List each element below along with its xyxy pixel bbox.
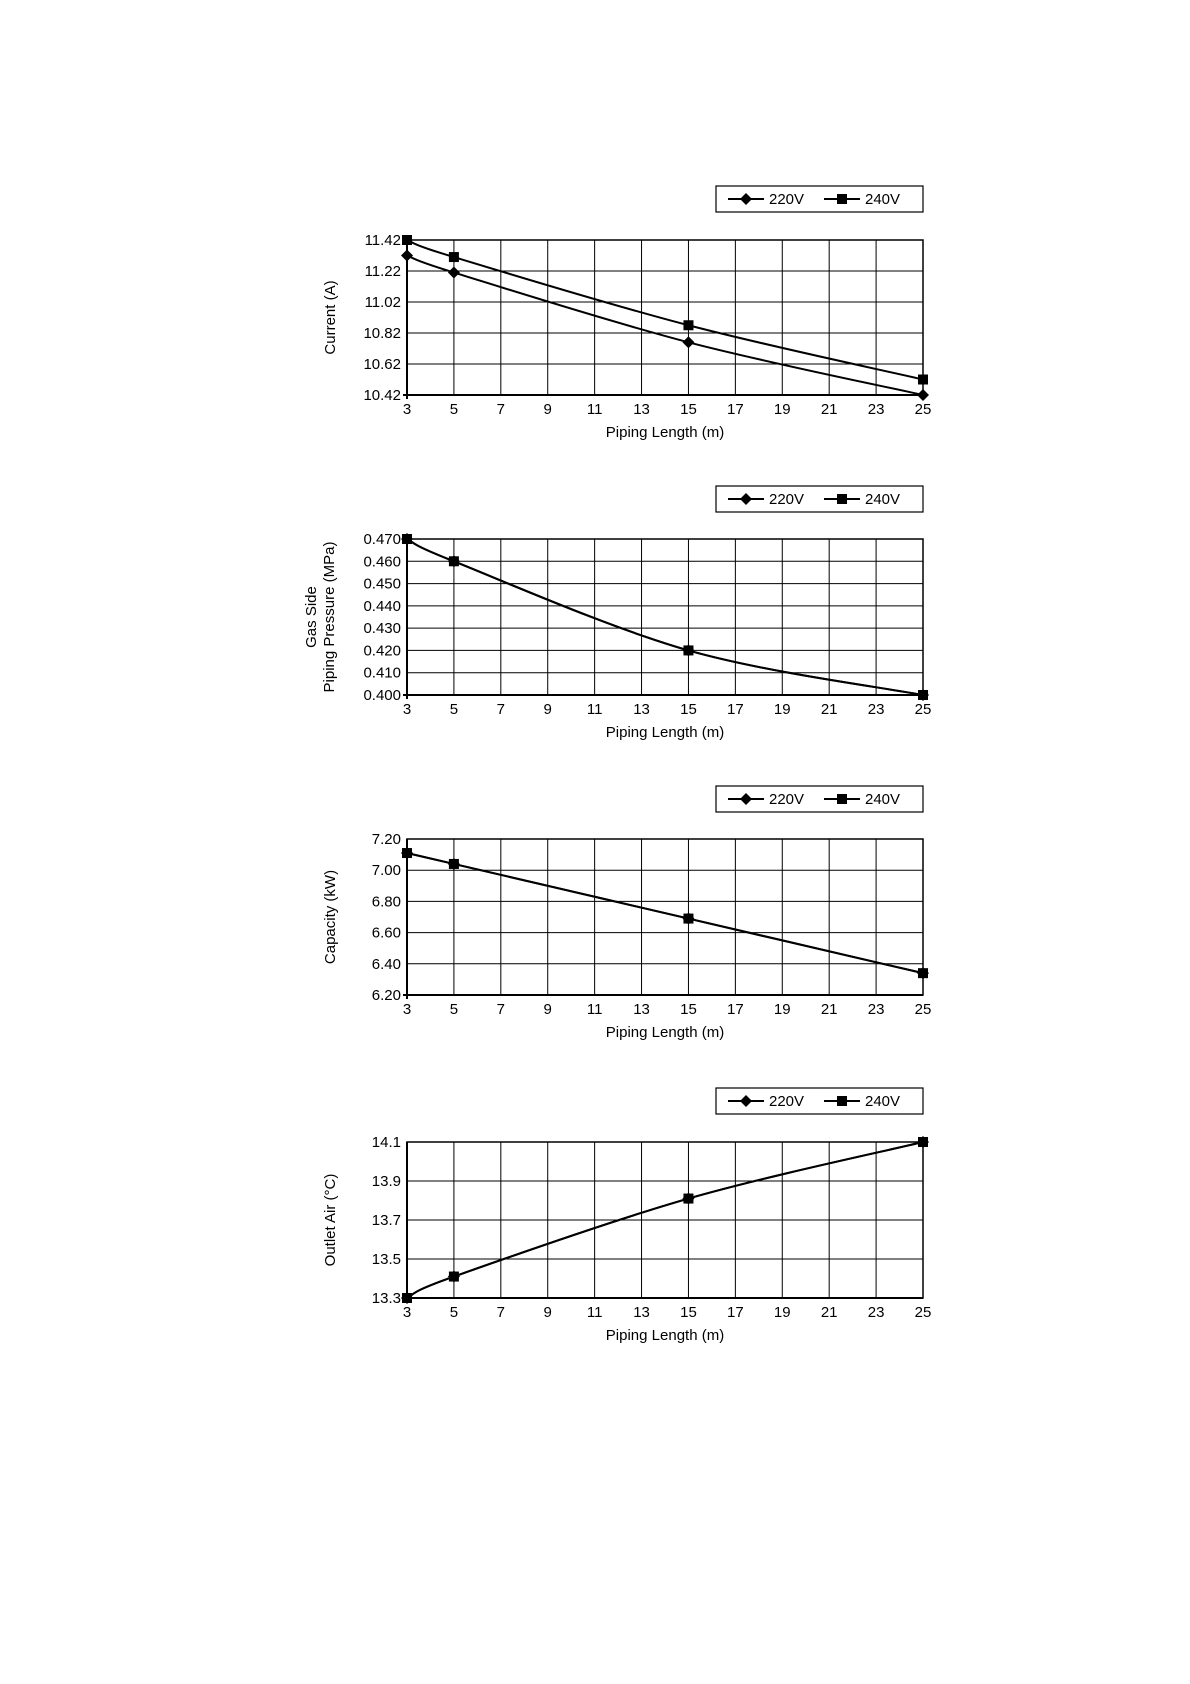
legend [716, 1088, 923, 1114]
marker-240v-c3-s1-p0 [402, 1293, 412, 1303]
y-tick-label: 14.1 [371, 1134, 401, 1151]
x-tick-label: 3 [402, 401, 412, 418]
marker-240v-c3-s1-p3 [918, 1137, 928, 1147]
x-tick-label: 3 [402, 701, 412, 718]
marker-240v-c3 [837, 1096, 847, 1106]
x-tick-label: 25 [914, 1001, 932, 1018]
x-tick-label: 19 [773, 701, 791, 718]
x-axis-label: Piping Length (m) [605, 724, 725, 741]
marker-240v-c0-s1-p2 [683, 320, 693, 330]
legend-label: 220V [769, 1093, 805, 1110]
y-tick-label: 7.00 [371, 862, 401, 880]
chart-3 [0, 770, 1190, 1055]
x-tick-label: 9 [543, 1304, 552, 1321]
y-tick-label: 0.470 [363, 531, 401, 548]
legend-label: 240V [865, 191, 901, 208]
x-tick-label: 25 [914, 1304, 932, 1321]
chart-1 [0, 170, 1190, 455]
marker-240v-c1-s1-p2 [683, 645, 693, 655]
x-tick-label: 19 [773, 1001, 791, 1018]
marker-240v-c0-s1-p1 [449, 252, 459, 262]
x-tick-label: 17 [727, 1001, 744, 1018]
x-tick-label: 21 [820, 1001, 838, 1018]
x-tick-label: 15 [680, 1001, 697, 1018]
y-tick-label: 13.9 [371, 1173, 401, 1190]
x-tick-label: 9 [543, 401, 552, 418]
y-tick-label: 6.80 [371, 893, 401, 911]
x-tick-label: 23 [867, 1304, 885, 1321]
x-tick-label: 19 [773, 401, 791, 418]
legend-label: 220V [769, 791, 805, 808]
x-tick-label: 17 [727, 701, 744, 718]
marker-240v-c3-s1-p2 [683, 1194, 693, 1204]
x-tick-label: 3 [402, 1304, 412, 1321]
x-tick-label: 7 [496, 401, 505, 418]
y-axis-label: Gas Side [303, 586, 320, 648]
x-tick-label: 11 [586, 1001, 603, 1018]
marker-240v-c2 [837, 794, 847, 804]
x-tick-label: 21 [820, 401, 838, 418]
y-tick-label: 7.20 [371, 831, 401, 848]
y-tick-label: 11.42 [364, 232, 401, 249]
y-tick-label: 11.22 [364, 263, 401, 280]
x-tick-label: 9 [543, 701, 552, 718]
marker-240v-c2-s1-p0 [402, 848, 412, 858]
marker-240v-c1-s1-p0 [402, 534, 412, 544]
chart-4 [0, 1072, 1190, 1358]
y-tick-label: 0.410 [363, 664, 401, 682]
y-tick-label: 0.460 [363, 553, 401, 571]
y-axis-label: Outlet Air (°C) [322, 1173, 339, 1267]
marker-240v-c3-s1-p1 [449, 1272, 459, 1282]
chart-2 [0, 470, 1190, 755]
x-tick-label: 9 [543, 1001, 552, 1018]
y-tick-label: 13.7 [371, 1212, 401, 1229]
x-axis-label: Piping Length (m) [605, 424, 725, 441]
x-tick-label: 7 [496, 1001, 505, 1018]
legend-label: 240V [865, 1093, 901, 1110]
x-axis-label: Piping Length (m) [605, 1327, 725, 1344]
y-tick-label: 13.3 [371, 1290, 401, 1307]
y-axis-label: Capacity (kW) [322, 869, 339, 965]
y-tick-label: 0.400 [363, 687, 401, 704]
y-tick-label: 10.42 [363, 387, 401, 404]
x-tick-label: 5 [449, 1304, 459, 1321]
x-tick-label: 25 [914, 701, 932, 718]
x-tick-label: 15 [680, 401, 697, 418]
x-tick-label: 11 [586, 401, 603, 418]
y-tick-label: 13.5 [371, 1251, 401, 1268]
plot-area [407, 539, 923, 695]
x-tick-label: 13 [633, 701, 650, 718]
legend [716, 486, 923, 512]
y-axis-label: Piping Pressure (MPa) [321, 541, 338, 693]
legend-label: 220V [769, 191, 805, 208]
x-tick-label: 13 [633, 1001, 650, 1018]
y-tick-label: 11.02 [364, 294, 401, 311]
marker-240v-c1-s1-p3 [918, 690, 928, 700]
x-tick-label: 23 [867, 401, 885, 418]
plot-area [407, 839, 923, 995]
x-tick-label: 13 [633, 401, 650, 418]
x-tick-label: 21 [820, 1304, 838, 1321]
marker-240v-c2-s1-p2 [683, 914, 693, 924]
x-tick-label: 3 [402, 1001, 412, 1018]
y-tick-label: 10.62 [363, 356, 401, 373]
marker-240v-c2-s1-p3 [918, 968, 928, 978]
legend [716, 186, 923, 212]
y-tick-label: 0.430 [363, 620, 401, 638]
x-tick-label: 17 [727, 1304, 744, 1321]
x-tick-label: 7 [496, 701, 505, 718]
y-tick-label: 0.440 [363, 597, 401, 615]
y-tick-label: 6.20 [371, 987, 401, 1004]
legend-label: 240V [865, 491, 901, 508]
y-tick-label: 6.40 [371, 955, 401, 973]
x-tick-label: 11 [586, 701, 603, 718]
x-tick-label: 5 [449, 1001, 459, 1018]
x-tick-label: 17 [727, 401, 744, 418]
x-tick-label: 15 [680, 701, 697, 718]
legend [716, 786, 923, 812]
marker-240v-c2-s1-p1 [449, 859, 459, 869]
x-tick-label: 15 [680, 1304, 697, 1321]
marker-240v-c0-s1-p3 [918, 375, 928, 385]
x-tick-label: 23 [867, 1001, 885, 1018]
y-axis-label: Current (A) [322, 280, 339, 355]
x-tick-label: 11 [586, 1304, 603, 1321]
y-tick-label: 0.420 [363, 642, 401, 660]
marker-240v-c0-s1-p0 [402, 235, 412, 245]
x-tick-label: 23 [867, 701, 885, 718]
x-tick-label: 25 [914, 401, 932, 418]
x-axis-label: Piping Length (m) [605, 1024, 725, 1041]
marker-240v-c1 [837, 494, 847, 504]
legend-label: 220V [769, 491, 805, 508]
marker-240v-c1-s1-p1 [449, 556, 459, 566]
y-tick-label: 10.82 [363, 325, 401, 342]
x-tick-label: 5 [449, 701, 459, 718]
x-tick-label: 13 [633, 1304, 650, 1321]
y-tick-label: 6.60 [371, 924, 401, 942]
plot-area [407, 240, 923, 395]
x-tick-label: 19 [773, 1304, 791, 1321]
x-tick-label: 21 [820, 701, 838, 718]
x-tick-label: 7 [496, 1304, 505, 1321]
legend-label: 240V [865, 791, 901, 808]
x-tick-label: 5 [449, 401, 459, 418]
marker-240v-c0 [837, 194, 847, 204]
y-tick-label: 0.450 [363, 575, 401, 593]
